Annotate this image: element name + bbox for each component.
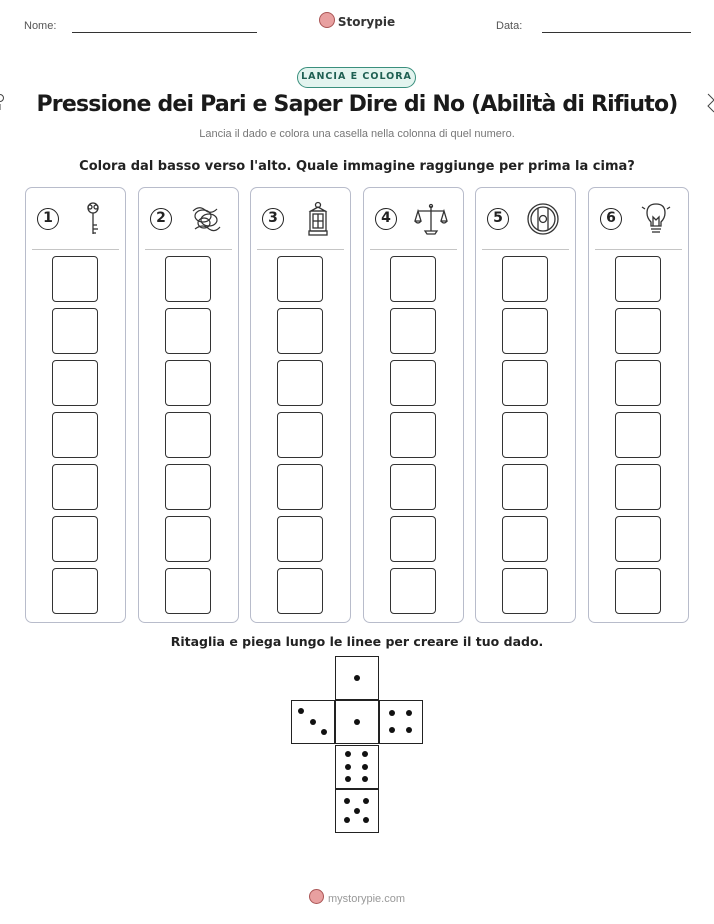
color-box[interactable] — [165, 464, 211, 510]
footer — [0, 889, 714, 905]
color-box[interactable] — [502, 516, 548, 562]
color-box[interactable] — [277, 360, 323, 406]
date-label: Data: — [496, 20, 523, 32]
lantern-icon — [301, 201, 335, 237]
die-pip — [298, 708, 304, 714]
color-box[interactable] — [277, 516, 323, 562]
color-box[interactable] — [502, 256, 548, 302]
lightbulb-icon — [639, 201, 673, 237]
color-box[interactable] — [615, 412, 661, 458]
column-number: 5 — [487, 208, 509, 230]
column-number: 4 — [375, 208, 397, 230]
color-box[interactable] — [52, 360, 98, 406]
die-face-4 — [379, 700, 423, 744]
die-pip — [321, 729, 327, 735]
color-box[interactable] — [277, 464, 323, 510]
die-pip — [362, 764, 368, 770]
footer-url: mystorypie.com — [327, 893, 406, 905]
color-box[interactable] — [165, 412, 211, 458]
die-instruction: Ritaglia e piega lungo le linee per creare il tuo dado. — [170, 634, 544, 649]
die-face-1 — [335, 700, 379, 744]
storypie-logo-icon — [309, 889, 324, 904]
die-pip — [344, 817, 350, 823]
die-pip — [389, 727, 395, 733]
color-box[interactable] — [165, 308, 211, 354]
color-box[interactable] — [615, 516, 661, 562]
brand-logo — [0, 12, 714, 29]
die-pip — [345, 776, 351, 782]
color-box[interactable] — [52, 308, 98, 354]
activity-tag: LANCIA E COLORA — [297, 67, 416, 88]
die-pip — [310, 719, 316, 725]
color-box[interactable] — [390, 360, 436, 406]
color-box[interactable] — [390, 308, 436, 354]
column-3 — [250, 187, 351, 623]
die-face-6 — [335, 745, 379, 789]
column-separator — [370, 249, 457, 250]
page-subtitle: Lancia il dado e colora una casella nella colonna di quel numero. — [199, 128, 515, 140]
column-number: 6 — [600, 208, 622, 230]
column-separator — [595, 249, 682, 250]
color-box[interactable] — [615, 256, 661, 302]
die-pip — [389, 710, 395, 716]
column-1 — [25, 187, 126, 623]
color-box[interactable] — [165, 360, 211, 406]
color-box[interactable] — [502, 412, 548, 458]
color-box[interactable] — [615, 360, 661, 406]
column-separator — [482, 249, 569, 250]
color-box[interactable] — [615, 464, 661, 510]
die-pip — [406, 727, 412, 733]
die-pip — [362, 751, 368, 757]
die-pip — [406, 710, 412, 716]
die-pip — [363, 798, 369, 804]
die-face-5 — [335, 789, 379, 833]
color-box[interactable] — [165, 256, 211, 302]
color-box[interactable] — [52, 516, 98, 562]
color-box[interactable] — [165, 568, 211, 614]
page-title: Pressione dei Pari e Saper Dire di No (Abilità di Rifiuto) — [36, 92, 678, 117]
color-box[interactable] — [390, 568, 436, 614]
balance-scale-icon — [414, 201, 448, 237]
date-line[interactable] — [542, 32, 691, 33]
color-box[interactable] — [615, 568, 661, 614]
column-6 — [588, 187, 689, 623]
die-pip — [345, 751, 351, 757]
color-box[interactable] — [277, 256, 323, 302]
color-box[interactable] — [390, 464, 436, 510]
die-pip — [354, 808, 360, 814]
color-box[interactable] — [502, 568, 548, 614]
die-pip — [354, 675, 360, 681]
die-pip — [363, 817, 369, 823]
column-separator — [32, 249, 119, 250]
name-line[interactable] — [72, 32, 257, 33]
name-label: Nome: — [24, 20, 57, 32]
column-number: 1 — [37, 208, 59, 230]
color-box[interactable] — [615, 308, 661, 354]
brand-name: Storypie — [337, 15, 396, 29]
color-box[interactable] — [277, 412, 323, 458]
column-4 — [363, 187, 464, 623]
column-separator — [145, 249, 232, 250]
column-number: 3 — [262, 208, 284, 230]
round-shield-icon — [526, 201, 560, 237]
die-face-1 — [335, 656, 379, 700]
color-box[interactable] — [165, 516, 211, 562]
coloring-instruction: Colora dal basso verso l'alto. Quale immagine raggiunge per prima la cima? — [79, 159, 635, 174]
color-box[interactable] — [390, 256, 436, 302]
color-box[interactable] — [390, 516, 436, 562]
color-box[interactable] — [52, 464, 98, 510]
color-box[interactable] — [390, 412, 436, 458]
color-box[interactable] — [277, 308, 323, 354]
color-box[interactable] — [502, 464, 548, 510]
die-pip — [344, 798, 350, 804]
die-face-3 — [291, 700, 335, 744]
color-box[interactable] — [502, 360, 548, 406]
column-2 — [138, 187, 239, 623]
die-pip — [345, 764, 351, 770]
tangled-knot-icon — [189, 201, 223, 237]
column-number: 2 — [150, 208, 172, 230]
storypie-logo-icon — [319, 12, 335, 28]
color-box[interactable] — [277, 568, 323, 614]
color-box[interactable] — [502, 308, 548, 354]
die-pip — [354, 719, 360, 725]
color-box[interactable] — [52, 412, 98, 458]
column-5 — [475, 187, 576, 623]
column-separator — [257, 249, 344, 250]
color-box[interactable] — [52, 256, 98, 302]
color-box[interactable] — [52, 568, 98, 614]
key-icon — [76, 201, 110, 237]
die-pip — [362, 776, 368, 782]
